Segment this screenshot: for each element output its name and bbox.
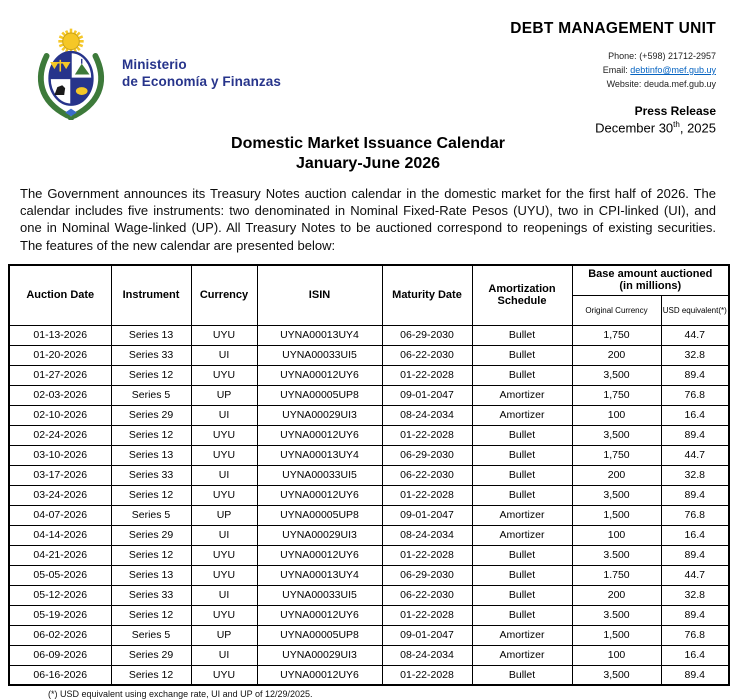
cell-isin: UYNA00013UY4	[257, 325, 382, 345]
cell-usd-equivalent: 44.7	[661, 325, 729, 345]
email-line	[510, 64, 716, 78]
cell-auction-date: 05-19-2026	[9, 605, 111, 625]
cell-original-currency: 3,500	[572, 485, 661, 505]
cell-auction-date: 03-10-2026	[9, 445, 111, 465]
phone-value: (+598) 21712-2957	[639, 51, 716, 61]
cell-currency: UI	[191, 345, 257, 365]
cell-auction-date: 01-20-2026	[9, 345, 111, 365]
cell-usd-equivalent: 44.7	[661, 565, 729, 585]
cell-currency: UI	[191, 405, 257, 425]
cell-amortization-schedule: Bullet	[472, 345, 572, 365]
cell-isin: UYNA00005UP8	[257, 625, 382, 645]
cell-maturity-date: 06-29-2030	[382, 445, 472, 465]
cell-maturity-date: 06-22-2030	[382, 345, 472, 365]
cell-isin: UYNA00013UY4	[257, 445, 382, 465]
table-row	[9, 445, 729, 465]
cell-original-currency: 100	[572, 405, 661, 425]
website-label: Website:	[606, 78, 642, 89]
cell-isin: UYNA00033UI5	[257, 585, 382, 605]
cell-isin: UYNA00029UI3	[257, 405, 382, 425]
cell-amortization-schedule: Bullet	[472, 665, 572, 685]
cell-amortization-schedule: Bullet	[472, 545, 572, 565]
cell-maturity-date: 06-29-2030	[382, 565, 472, 585]
table-row	[9, 425, 729, 445]
unit-title: DEBT MANAGEMENT UNIT	[510, 20, 716, 37]
cell-currency: UP	[191, 505, 257, 525]
cell-currency: UYU	[191, 445, 257, 465]
cell-maturity-date: 08-24-2034	[382, 525, 472, 545]
ministry-name-line2: de Economía y Finanzas	[122, 74, 281, 89]
cell-auction-date: 05-05-2026	[9, 565, 111, 585]
cell-original-currency: 1,750	[572, 325, 661, 345]
cell-usd-equivalent: 32.8	[661, 345, 729, 365]
ministry-name-line1: Ministerio	[122, 56, 187, 72]
contact-lines	[510, 50, 716, 92]
cell-amortization-schedule: Bullet	[472, 605, 572, 625]
table-row	[9, 665, 729, 685]
cell-amortization-schedule: Amortizer	[472, 525, 572, 545]
cell-original-currency: 100	[572, 525, 661, 545]
cell-original-currency: 3,500	[572, 425, 661, 445]
table-row	[9, 525, 729, 545]
cell-amortization-schedule: Bullet	[472, 585, 572, 605]
cell-currency: UYU	[191, 545, 257, 565]
cell-currency: UI	[191, 585, 257, 605]
cell-amortization-schedule: Bullet	[472, 565, 572, 585]
cell-isin: UYNA00029UI3	[257, 525, 382, 545]
cell-currency: UI	[191, 465, 257, 485]
cell-auction-date: 04-07-2026	[9, 505, 111, 525]
cell-isin: UYNA00013UY4	[257, 565, 382, 585]
date-suffix: , 2025	[679, 120, 716, 136]
cell-amortization-schedule: Amortizer	[472, 625, 572, 645]
cell-original-currency: 3,500	[572, 365, 661, 385]
cell-usd-equivalent: 44.7	[661, 445, 729, 465]
table-body	[9, 325, 729, 685]
uruguay-coat-of-arms-icon	[32, 26, 110, 120]
phone-line	[510, 50, 716, 64]
cell-amortization-schedule: Bullet	[472, 425, 572, 445]
cell-usd-equivalent: 89.4	[661, 425, 729, 445]
cell-maturity-date: 08-24-2034	[382, 405, 472, 425]
cell-maturity-date: 01-22-2028	[382, 605, 472, 625]
cell-amortization-schedule: Amortizer	[472, 645, 572, 665]
cell-maturity-date: 01-22-2028	[382, 365, 472, 385]
press-release-label: Press Release	[634, 103, 716, 118]
ministry-logo-block	[32, 26, 281, 120]
cell-auction-date: 04-14-2026	[9, 525, 111, 545]
cell-usd-equivalent: 32.8	[661, 465, 729, 485]
cell-original-currency: 3,500	[572, 665, 661, 685]
cell-currency: UYU	[191, 365, 257, 385]
cell-original-currency: 100	[572, 645, 661, 665]
cell-original-currency: 3.500	[572, 605, 661, 625]
table-row	[9, 345, 729, 365]
cell-instrument: Series 12	[111, 605, 191, 625]
cell-usd-equivalent: 89.4	[661, 545, 729, 565]
col-header-base-amount-group	[572, 265, 729, 296]
table-row	[9, 645, 729, 665]
cell-auction-date: 01-27-2026	[9, 365, 111, 385]
table-row	[9, 505, 729, 525]
cell-currency: UYU	[191, 425, 257, 445]
email-link[interactable]: debtinfo@mef.gub.uy	[630, 64, 716, 75]
table-row	[9, 605, 729, 625]
cell-instrument: Series 5	[111, 505, 191, 525]
cell-isin: UYNA00033UI5	[257, 465, 382, 485]
cell-auction-date: 06-09-2026	[9, 645, 111, 665]
cell-original-currency: 1,500	[572, 625, 661, 645]
cell-auction-date: 05-12-2026	[9, 585, 111, 605]
cell-isin: UYNA00029UI3	[257, 645, 382, 665]
cell-maturity-date: 06-29-2030	[382, 325, 472, 345]
document-title-line1: Domestic Market Issuance Calendar	[231, 135, 505, 152]
cell-amortization-schedule: Amortizer	[472, 405, 572, 425]
date-ordinal: th	[673, 119, 680, 129]
cell-usd-equivalent: 32.8	[661, 585, 729, 605]
cell-instrument: Series 33	[111, 585, 191, 605]
cell-amortization-schedule: Bullet	[472, 485, 572, 505]
cell-instrument: Series 12	[111, 485, 191, 505]
cell-usd-equivalent: 16.4	[661, 525, 729, 545]
table-row	[9, 465, 729, 485]
cell-amortization-schedule: Amortizer	[472, 505, 572, 525]
table-row	[9, 405, 729, 425]
table-row	[9, 565, 729, 585]
cell-original-currency: 1,750	[572, 385, 661, 405]
cell-original-currency: 3.500	[572, 545, 661, 565]
cell-maturity-date: 06-22-2030	[382, 465, 472, 485]
cell-maturity-date: 06-22-2030	[382, 585, 472, 605]
col-header-auction-date: Auction Date	[9, 265, 111, 326]
document-title-line2: January-June 2026	[295, 154, 441, 172]
email-label: Email:	[602, 64, 628, 75]
cell-usd-equivalent: 89.4	[661, 365, 729, 385]
cell-currency: UYU	[191, 565, 257, 585]
release-date	[510, 120, 716, 135]
cell-maturity-date: 09-01-2047	[382, 625, 472, 645]
cell-currency: UI	[191, 645, 257, 665]
cell-isin: UYNA00012UY6	[257, 605, 382, 625]
col-header-maturity-date: Maturity Date	[382, 265, 472, 326]
cell-maturity-date: 09-01-2047	[382, 385, 472, 405]
cell-usd-equivalent: 89.4	[661, 485, 729, 505]
cell-instrument: Series 5	[111, 625, 191, 645]
document-header	[8, 14, 728, 136]
cell-instrument: Series 12	[111, 545, 191, 565]
cell-instrument: Series 29	[111, 405, 191, 425]
cell-instrument: Series 33	[111, 465, 191, 485]
cell-maturity-date: 09-01-2047	[382, 505, 472, 525]
cell-maturity-date: 01-22-2028	[382, 545, 472, 565]
cell-auction-date: 02-24-2026	[9, 425, 111, 445]
cell-instrument: Series 33	[111, 345, 191, 365]
cell-instrument: Series 29	[111, 645, 191, 665]
cell-instrument: Series 5	[111, 385, 191, 405]
cell-amortization-schedule: Bullet	[472, 365, 572, 385]
cell-instrument: Series 12	[111, 425, 191, 445]
table-row	[9, 545, 729, 565]
base-amount-line2: (in millions)	[619, 280, 682, 293]
cell-auction-date: 06-02-2026	[9, 625, 111, 645]
cell-maturity-date: 01-22-2028	[382, 485, 472, 505]
cell-original-currency: 1,750	[572, 445, 661, 465]
col-header-instrument: Instrument	[111, 265, 191, 326]
cell-isin: UYNA00005UP8	[257, 385, 382, 405]
cell-usd-equivalent: 89.4	[661, 605, 729, 625]
cell-currency: UP	[191, 625, 257, 645]
phone-label: Phone:	[608, 51, 637, 61]
cell-instrument: Series 13	[111, 565, 191, 585]
cell-original-currency: 1.750	[572, 565, 661, 585]
col-header-usd-equivalent: USD equivalent(*)	[661, 295, 729, 325]
intro-paragraph: The Government announces its Treasury Notes auction calendar in the domestic market for the first half of 2026. The calendar includes five instruments: two denominated in Nominal Fixed-Rate Pesos (UYU), two in CPI-linked (UI), and one in Nominal Wage-linked (UP). All Treasury Notes to be auctioned correspond to reopenings of existing securities. The features of the new calendar are presented below:	[20, 186, 716, 253]
cell-usd-equivalent: 76.8	[661, 385, 729, 405]
cell-auction-date: 02-10-2026	[9, 405, 111, 425]
table-header	[9, 265, 729, 326]
cell-isin: UYNA00012UY6	[257, 365, 382, 385]
table-row	[9, 325, 729, 345]
cell-original-currency: 200	[572, 465, 661, 485]
cell-auction-date: 01-13-2026	[9, 325, 111, 345]
cell-original-currency: 1,500	[572, 505, 661, 525]
date-prefix: December 30	[595, 120, 674, 136]
cell-usd-equivalent: 76.8	[661, 625, 729, 645]
cell-auction-date: 03-24-2026	[9, 485, 111, 505]
cell-instrument: Series 12	[111, 665, 191, 685]
col-header-original-currency: Original Currency	[572, 295, 661, 325]
issuance-calendar-table-wrap	[8, 264, 728, 687]
cell-maturity-date: 01-22-2028	[382, 425, 472, 445]
cell-maturity-date: 01-22-2028	[382, 665, 472, 685]
table-row	[9, 485, 729, 505]
issuance-calendar-table	[8, 264, 730, 687]
cell-auction-date: 06-16-2026	[9, 665, 111, 685]
cell-amortization-schedule: Bullet	[472, 325, 572, 345]
cell-amortization-schedule: Amortizer	[472, 385, 572, 405]
cell-currency: UP	[191, 385, 257, 405]
cell-currency: UYU	[191, 325, 257, 345]
cell-auction-date: 04-21-2026	[9, 545, 111, 565]
cell-currency: UYU	[191, 485, 257, 505]
cell-currency: UI	[191, 525, 257, 545]
cell-currency: UYU	[191, 665, 257, 685]
cell-isin: UYNA00012UY6	[257, 485, 382, 505]
col-header-currency: Currency	[191, 265, 257, 326]
cell-instrument: Series 12	[111, 365, 191, 385]
cell-instrument: Series 29	[111, 525, 191, 545]
table-row	[9, 365, 729, 385]
ministry-name	[122, 56, 281, 91]
cell-usd-equivalent: 76.8	[661, 505, 729, 525]
website-value: deuda.mef.gub.uy	[643, 78, 716, 89]
base-amount-line1: Base amount auctioned	[588, 267, 713, 280]
website-line	[510, 78, 716, 92]
cell-isin: UYNA00012UY6	[257, 545, 382, 565]
cell-auction-date: 03-17-2026	[9, 465, 111, 485]
cell-maturity-date: 08-24-2034	[382, 645, 472, 665]
cell-usd-equivalent: 16.4	[661, 645, 729, 665]
cell-isin: UYNA00012UY6	[257, 665, 382, 685]
cell-currency: UYU	[191, 605, 257, 625]
cell-original-currency: 200	[572, 345, 661, 365]
document-title	[8, 134, 728, 173]
cell-instrument: Series 13	[111, 445, 191, 465]
contact-block	[510, 18, 716, 135]
cell-isin: UYNA00033UI5	[257, 345, 382, 365]
cell-isin: UYNA00005UP8	[257, 505, 382, 525]
footnote: (*) USD equivalent using exchange rate, UI and UP of 12/29/2025.	[48, 689, 313, 700]
cell-usd-equivalent: 89.4	[661, 665, 729, 685]
cell-original-currency: 200	[572, 585, 661, 605]
cell-amortization-schedule: Bullet	[472, 465, 572, 485]
col-header-isin: ISIN	[257, 265, 382, 326]
table-row	[9, 385, 729, 405]
cell-usd-equivalent: 16.4	[661, 405, 729, 425]
table-row	[9, 585, 729, 605]
cell-instrument: Series 13	[111, 325, 191, 345]
cell-amortization-schedule: Bullet	[472, 445, 572, 465]
cell-auction-date: 02-03-2026	[9, 385, 111, 405]
cell-isin: UYNA00012UY6	[257, 425, 382, 445]
table-row	[9, 625, 729, 645]
col-header-amortization-schedule: Amortization Schedule	[472, 265, 572, 326]
